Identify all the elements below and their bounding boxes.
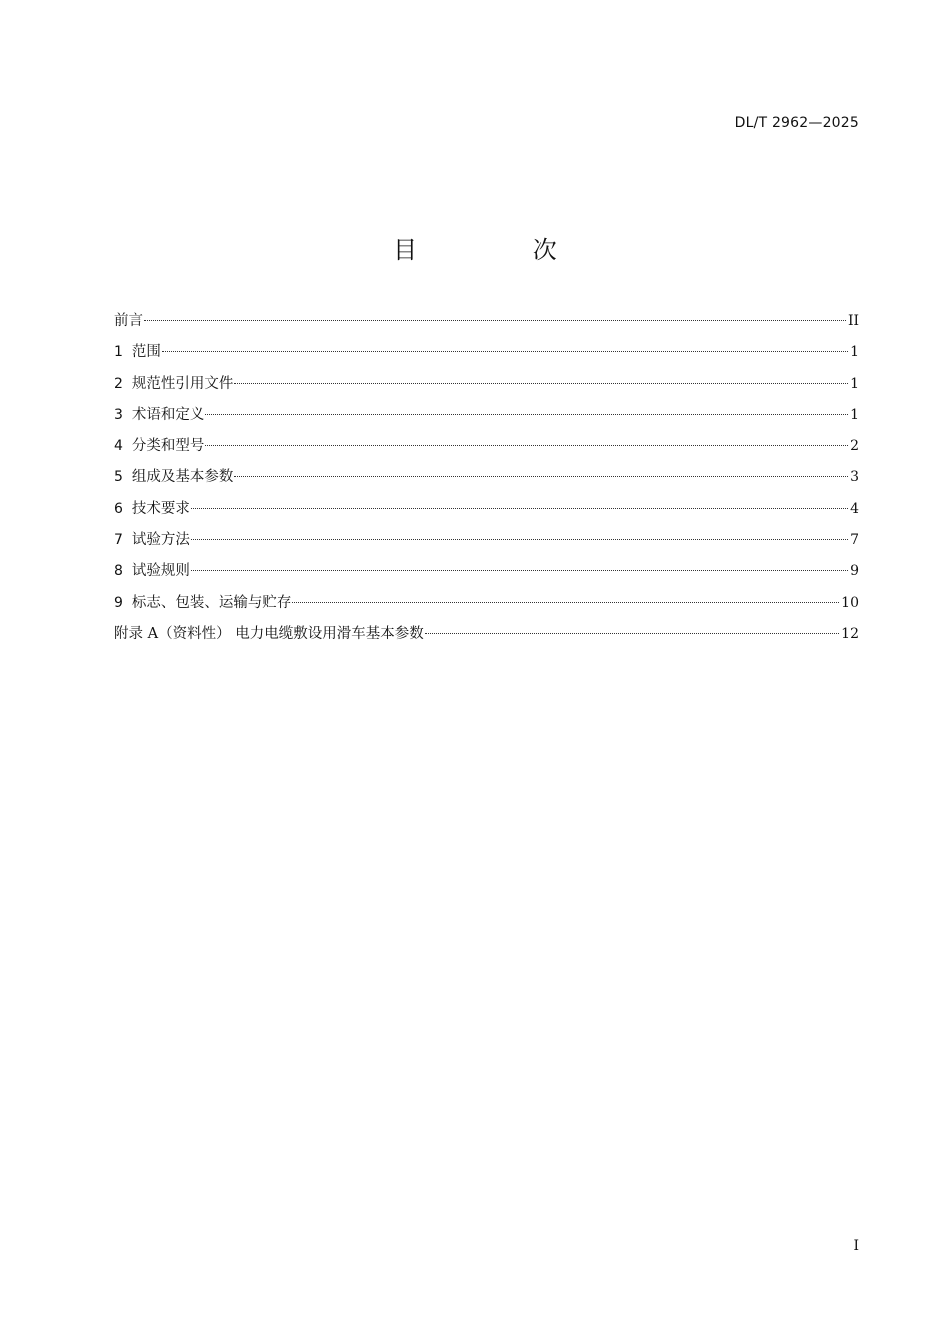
dot-leader [425, 633, 839, 634]
toc-entry-6[interactable] [114, 498, 859, 529]
toc-entry-label: 分类和型号 [131, 438, 205, 455]
document-code: DL/T 2962—2025 [734, 115, 859, 131]
dot-leader [205, 414, 848, 415]
dot-leader [191, 570, 848, 571]
toc-entry-page: 1 [850, 344, 859, 361]
dot-leader [234, 383, 848, 384]
toc-entry-page: 1 [850, 375, 859, 392]
toc-entry-page: 1 [850, 406, 859, 423]
toc-entry-5[interactable] [114, 466, 859, 497]
toc-entry-label: 试验方法 [131, 532, 190, 549]
toc-entry-number: 4 [114, 438, 123, 455]
toc-entry-number: 8 [114, 563, 123, 580]
toc-entry-label: 组成及基本参数 [131, 469, 234, 486]
toc-entry-page: 4 [850, 500, 859, 517]
toc-entry-foreword[interactable] [114, 310, 859, 341]
toc-entry-appendix-a[interactable] [114, 623, 859, 654]
toc-entry-4[interactable] [114, 435, 859, 466]
toc-entry-label: 规范性引用文件 [131, 375, 234, 392]
toc-entry-number: 9 [114, 594, 123, 611]
toc-entry-number: 6 [114, 500, 123, 517]
dot-leader [205, 445, 848, 446]
toc-entry-page: 7 [850, 532, 859, 549]
toc-entry-page: II [847, 313, 859, 329]
toc-entry-label: 试验规则 [131, 563, 190, 580]
dot-leader [162, 351, 848, 352]
toc-entry-7[interactable] [114, 529, 859, 560]
toc-entry-page: 10 [841, 594, 859, 611]
toc-entry-number: 5 [114, 469, 123, 486]
toc-entry-label: 范围 [131, 344, 161, 361]
toc-entry-number: 3 [114, 406, 123, 423]
page-title: 目 次 [393, 236, 611, 264]
dot-leader [234, 476, 848, 477]
toc-entry-number: 2 [114, 375, 123, 392]
toc-entry-8[interactable] [114, 560, 859, 591]
toc-entry-number: 7 [114, 532, 123, 549]
page-number: I [853, 1238, 859, 1254]
toc-entry-3[interactable] [114, 404, 859, 435]
toc-entry-label: 标志、包装、运输与贮存 [131, 594, 292, 611]
toc-entry-page: 12 [841, 625, 859, 642]
toc-entry-2[interactable] [114, 373, 859, 404]
toc-entry-number: 1 [114, 344, 123, 361]
toc-entry-label: 附录 A（资料性） 电力电缆敷设用滑车基本参数 [114, 625, 424, 642]
dot-leader [292, 602, 839, 603]
toc-entry-page: 3 [850, 469, 859, 486]
toc-entry-label: 技术要求 [131, 500, 190, 517]
toc-entry-label: 术语和定义 [131, 406, 205, 423]
table-of-contents [114, 310, 859, 654]
dot-leader [144, 320, 846, 321]
toc-entry-label: 前言 [114, 313, 143, 329]
dot-leader [191, 508, 848, 509]
toc-entry-1[interactable] [114, 341, 859, 372]
toc-entry-9[interactable] [114, 592, 859, 623]
toc-entry-page: 9 [850, 563, 859, 580]
toc-entry-page: 2 [850, 438, 859, 455]
dot-leader [191, 539, 848, 540]
